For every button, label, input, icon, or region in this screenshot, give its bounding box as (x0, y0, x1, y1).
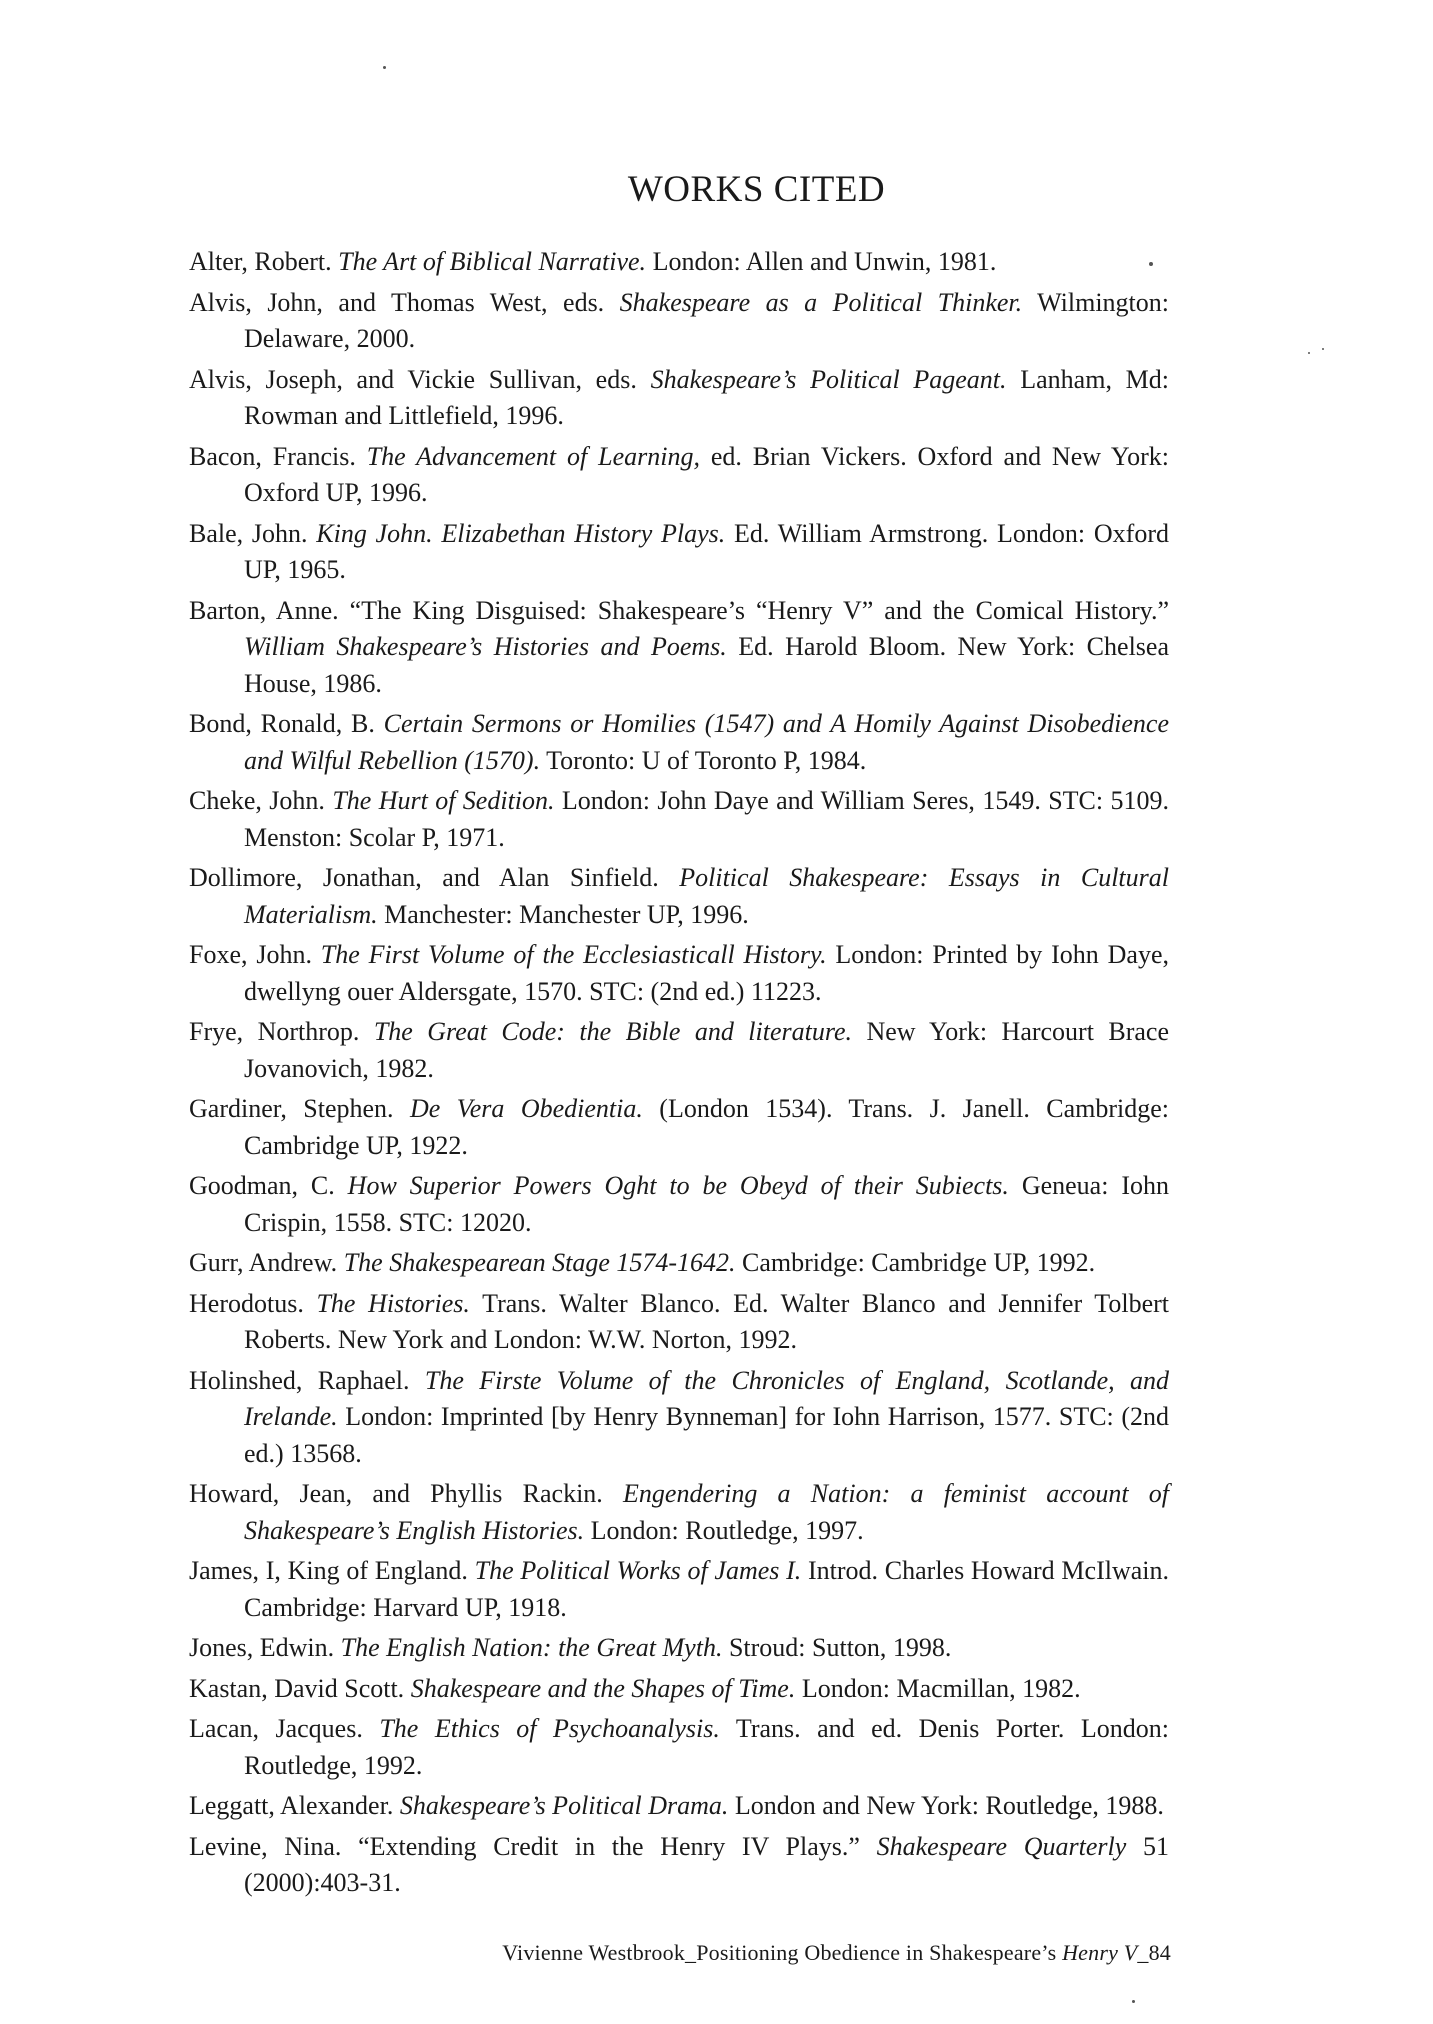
citation-title: The Shakespearean Stage 1574-1642. (343, 1248, 736, 1277)
citation-title: The Ethics of Psychoanalysis. (379, 1714, 720, 1743)
citation-details: Trans. Walter Blanco. Ed. Walter Blanco and Jennifer Tolbert Roberts. New York and London: W.W. Norton, 1992. (244, 1288, 1169, 1354)
citation-entry (189, 1553, 1169, 1626)
citation-title: Engendering a Nation: a feminist account of Shakespeare’s English Histories. (244, 1479, 1170, 1545)
citation-entry (189, 860, 1169, 933)
citation-entry (189, 439, 1169, 512)
citation-details: Ed. Harold Bloom. New York: Chelsea House, 1986. (244, 632, 1169, 698)
citation-details: ed. Brian Vickers. Oxford and New York: Oxford UP, 1996. (244, 441, 1169, 507)
citation-entry (189, 516, 1169, 589)
scan-speck (1149, 262, 1153, 266)
citation-author: Goodman, C. (189, 1171, 348, 1200)
citation-details: London: Macmillan, 1982. (795, 1673, 1081, 1703)
citation-title: William Shakespeare’s Histories and Poems. (244, 632, 727, 661)
citation-entry (189, 1711, 1169, 1784)
citation-details: London: Printed by Iohn Daye, dwellyng ouer Aldersgate, 1570. STC: (2nd ed.) 11223. (244, 940, 1169, 1006)
citation-details: London: Allen and Unwin, 1981. (646, 247, 997, 276)
citation-author: Gardiner, Stephen. (189, 1094, 410, 1123)
citation-author: Alvis, John, and Thomas West, eds. (189, 287, 620, 317)
scan-speck (1132, 2000, 1135, 2003)
scan-speck (1322, 348, 1324, 350)
citation-entry (189, 285, 1169, 358)
citation-entry (189, 1788, 1169, 1825)
citation-author: Lacan, Jacques. (189, 1714, 380, 1743)
citation-entry (189, 1630, 1169, 1667)
citation-author: Bacon, Francis. (189, 441, 367, 471)
citation-title: The Political Works of James I. (474, 1556, 802, 1585)
citation-entry (189, 1091, 1169, 1164)
citation-details: Toronto: U of Toronto P, 1984. (540, 745, 867, 775)
footer-page-number: _84 (1137, 1940, 1171, 1965)
citation-author: Barton, Anne. “The King Disguised: Shakespeare’s “Henry V” and the Comical History.” (189, 595, 1169, 625)
citation-entry (189, 937, 1169, 1010)
citation-details: Wilmington: Delaware, 2000. (244, 287, 1170, 353)
citation-title: King John. Elizabethan History Plays. (316, 518, 726, 548)
citation-entry (189, 1014, 1169, 1087)
citation-title: The First Volume of the Ecclesiasticall History. (320, 940, 827, 969)
citation-author: Alter, Robert. (189, 247, 339, 276)
scan-speck (1308, 352, 1310, 354)
citation-author: Alvis, Joseph, and Vickie Sullivan, eds. (189, 364, 651, 394)
citation-title: The English Nation: the Great Myth. (340, 1633, 723, 1662)
citation-details: Introd. Charles Howard McIlwain. Cambridge: Harvard UP, 1918. (244, 1556, 1169, 1622)
citation-title: The Great Code: the Bible and literature. (373, 1017, 853, 1046)
citation-author: Levine, Nina. “Extending Credit in the Henry IV Plays.” (189, 1831, 877, 1861)
citation-entry (189, 1168, 1169, 1241)
works-cited-list (189, 244, 1169, 1906)
citation-entry (189, 1671, 1169, 1708)
citation-details: Ed. William Armstrong. London: Oxford UP, 1965. (244, 518, 1169, 584)
page-footer (502, 1940, 1171, 1966)
citation-details: Trans. and ed. Denis Porter. London: Routledge, 1992. (244, 1714, 1170, 1780)
citation-entry (189, 593, 1169, 703)
citation-title: Shakespeare’s Political Drama. (399, 1791, 729, 1820)
citation-title: Shakespeare Quarterly (876, 1831, 1127, 1861)
citation-details: London: Routledge, 1997. (584, 1515, 864, 1545)
citation-title: Shakespeare’s Political Pageant. (650, 364, 1007, 394)
citation-title: How Superior Powers Oght to be Obeyd of their Subiects. (347, 1171, 1009, 1200)
citation-title: Political Shakespeare: Essays in Cultural Materialism. (244, 863, 1169, 929)
citation-entry (189, 1286, 1169, 1359)
citation-author: Bond, Ronald, B. (189, 709, 384, 738)
citation-details: (London 1534). Trans. J. Janell. Cambridge: Cambridge UP, 1922. (244, 1094, 1169, 1160)
citation-details: London: Imprinted [by Henry Bynneman] for Iohn Harrison, 1577. STC: (2nd ed.) 13568. (244, 1402, 1169, 1468)
citation-details: Stroud: Sutton, 1998. (722, 1633, 952, 1662)
citation-author: Herodotus. (189, 1288, 317, 1318)
page-title: WORKS CITED (627, 169, 886, 210)
citation-author: Bale, John. (189, 518, 317, 548)
citation-entry (189, 1245, 1169, 1282)
citation-author: Dollimore, Jonathan, and Alan Sinfield. (189, 863, 680, 892)
citation-title: Shakespeare as a Political Thinker. (619, 287, 1023, 317)
citation-entry (189, 783, 1169, 856)
citation-author: Frye, Northrop. (189, 1017, 374, 1046)
citation-author: Kastan, David Scott. (189, 1673, 411, 1703)
citation-details: Manchester: Manchester UP, 1996. (377, 899, 749, 929)
citation-author: Howard, Jean, and Phyllis Rackin. (189, 1479, 624, 1508)
citation-details: Cambridge: Cambridge UP, 1992. (735, 1248, 1096, 1277)
citation-title: De Vera Obedientia. (410, 1094, 643, 1123)
citation-details: New York: Harcourt Brace Jovanovich, 1982. (244, 1017, 1169, 1083)
citation-title: The Art of Biblical Narrative. (338, 247, 647, 276)
citation-title: The Firste Volume of the Chronicles of England, Scotlande, and Irelande. (244, 1365, 1169, 1431)
citation-author: Foxe, John. (189, 940, 321, 969)
citation-entry (189, 1363, 1169, 1473)
citation-entry (189, 706, 1169, 779)
citation-author: Holinshed, Raphael. (189, 1365, 425, 1395)
citation-title: Certain Sermons or Homilies (1547) and A Homily Against Disobedience and Wilful Rebellion (1570). (244, 709, 1170, 775)
citation-author: Cheke, John. (189, 786, 333, 815)
citation-entry (189, 1476, 1169, 1549)
citation-title: The Advancement of Learning, (366, 441, 700, 471)
footer-text: Vivienne Westbrook_Positioning Obedience in Shakespeare’s (502, 1940, 1063, 1965)
citation-title: Shakespeare and the Shapes of Time. (410, 1673, 796, 1703)
citation-details: Lanham, Md: Rowman and Littlefield, 1996. (244, 364, 1170, 430)
scan-speck (383, 66, 386, 69)
citation-details: Geneua: Iohn Crispin, 1558. STC: 12020. (244, 1171, 1170, 1237)
citation-author: James, I, King of England. (189, 1556, 475, 1585)
citation-details: London and New York: Routledge, 1988. (728, 1791, 1164, 1820)
citation-title: The Hurt of Sedition. (332, 786, 555, 815)
citation-entry (189, 244, 1169, 281)
citation-details: London: John Daye and William Seres, 1549. STC: 5109. Menston: Scolar P, 1971. (244, 786, 1169, 852)
citation-author: Leggatt, Alexander. (189, 1791, 400, 1820)
citation-entry (189, 362, 1169, 435)
footer-title: Henry V (1062, 1940, 1138, 1965)
citation-title: The Histories. (316, 1288, 470, 1318)
citation-details: 51 (2000):403-31. (244, 1831, 1170, 1897)
citation-entry (189, 1829, 1169, 1902)
citation-author: Gurr, Andrew. (189, 1248, 344, 1277)
citation-author: Jones, Edwin. (189, 1633, 341, 1662)
